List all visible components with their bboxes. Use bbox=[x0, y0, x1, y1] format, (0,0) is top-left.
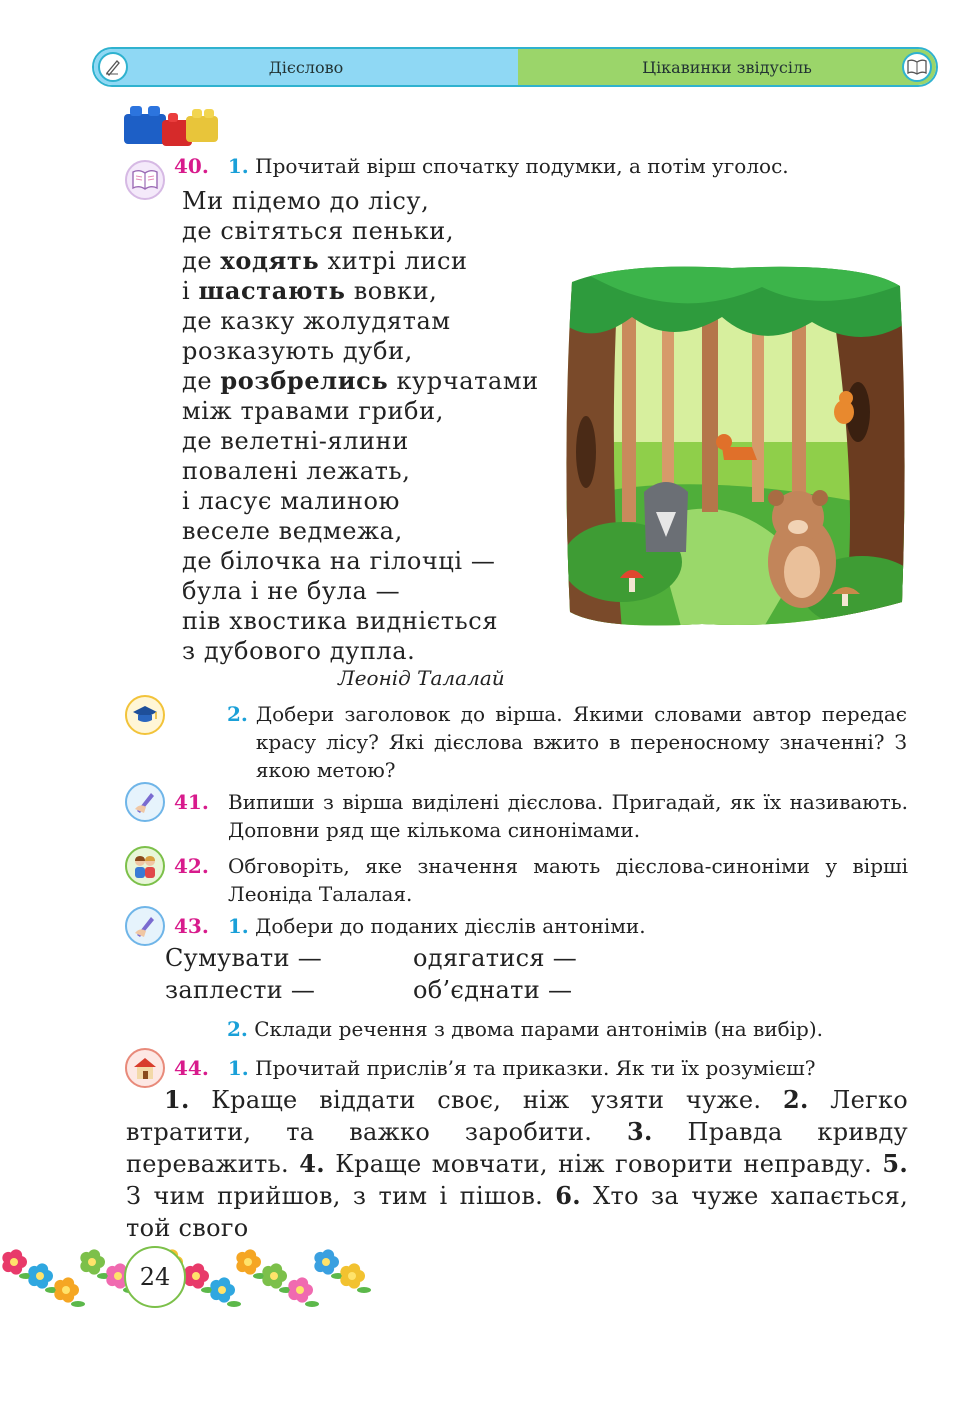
task-text: Обговоріть, яке значення мають дієслова-синоніми у вірші Леоніда Талалая. bbox=[228, 854, 908, 906]
task-number: 42. bbox=[174, 854, 209, 878]
subtask-text: Прочитай вірш спочатку подумки, а потім уголос. bbox=[255, 154, 789, 178]
poem-author: Леонід Талалай bbox=[338, 666, 505, 690]
task-text: Випиши з вірша виділені дієслова. Пригадай, як їх називають. Доповни ряд ще кількома синонімами. bbox=[228, 790, 908, 842]
flower-icon bbox=[262, 1263, 293, 1293]
flower-icon bbox=[54, 1277, 85, 1307]
task-number: 41. bbox=[174, 790, 209, 814]
header-right-title: Цікавинки звідусіль bbox=[642, 57, 812, 77]
task-number: 44. bbox=[174, 1056, 209, 1080]
poem-line: де казку жолудятам bbox=[182, 307, 451, 335]
antonym-word-4: об’єднати — bbox=[413, 976, 573, 1004]
task-43-instruction bbox=[174, 912, 908, 940]
proverb-text: Хто за чуже хапається, той свого bbox=[126, 1182, 909, 1242]
writing-hand-icon bbox=[125, 782, 165, 822]
poem-line: між травами гриби, bbox=[182, 397, 444, 425]
building-blocks-icon bbox=[124, 100, 222, 148]
open-book-icon bbox=[125, 160, 165, 200]
task-40-question-2 bbox=[227, 700, 907, 784]
proverb-text: Краще мовчати, ніж говорити неправду. bbox=[324, 1150, 883, 1178]
antonym-word-1: Сумувати — bbox=[165, 944, 322, 972]
subtask-number: 1. bbox=[227, 1056, 249, 1080]
poem-line: де ходять хитрі лиси bbox=[182, 246, 468, 275]
book-icon bbox=[902, 52, 932, 82]
proverb-text: Легко втратити, та важко заробити. bbox=[126, 1086, 908, 1146]
flower-icon bbox=[28, 1263, 59, 1293]
task-42 bbox=[174, 852, 908, 908]
flower-icon bbox=[236, 1249, 267, 1279]
graduation-cap-icon bbox=[125, 695, 165, 735]
task-number: 40. bbox=[174, 154, 209, 178]
subtask-number: 1. bbox=[227, 914, 249, 938]
poem-line: де розбрелись курчатами bbox=[182, 366, 539, 395]
poem-line: пів хвостика видніється bbox=[182, 607, 499, 635]
proverb-number: 5. bbox=[882, 1149, 908, 1178]
poem-line: веселе ведмежа, bbox=[182, 517, 403, 545]
antonym-word-2: одягатися — bbox=[413, 944, 578, 972]
house-icon bbox=[125, 1048, 165, 1088]
forest-illustration bbox=[562, 262, 908, 630]
proverb-number: 4. bbox=[299, 1149, 325, 1178]
proverb-number: 3. bbox=[627, 1117, 653, 1146]
task-41 bbox=[174, 788, 908, 844]
proverb-text: З чим прийшов, з тим і пішов. bbox=[126, 1182, 556, 1210]
flower-icon bbox=[2, 1249, 33, 1279]
task-number: 43. bbox=[174, 914, 209, 938]
subtask-number: 1. bbox=[227, 154, 249, 178]
poem-line: Ми підемо до лісу, bbox=[182, 187, 430, 215]
poem-line: була і не була — bbox=[182, 577, 401, 605]
children-icon bbox=[125, 846, 165, 886]
header-left-section bbox=[94, 49, 518, 85]
proverb-number: 2. bbox=[782, 1085, 809, 1114]
pen-icon bbox=[98, 52, 128, 82]
poem-line: розказують дуби, bbox=[182, 337, 413, 365]
subtask-number: 2. bbox=[227, 1017, 248, 1041]
antonym-word-3: заплести — bbox=[165, 976, 316, 1004]
poem-line: де світяться пеньки, bbox=[182, 217, 455, 245]
highlighted-verb: ходять bbox=[220, 246, 320, 275]
poem-line: де велетні-ялини bbox=[182, 427, 409, 455]
poem-line: і ласує малиною bbox=[182, 487, 401, 515]
task-43-question-2 bbox=[227, 1015, 917, 1043]
proverb-number: 6. bbox=[555, 1181, 581, 1210]
writing-hand-icon bbox=[125, 906, 165, 946]
poem bbox=[182, 186, 562, 666]
subtask-text: Склади речення з двома парами антонімів (на вибір). bbox=[254, 1017, 824, 1041]
poem-line: з дубового дупла. bbox=[182, 637, 416, 665]
flower-icon bbox=[210, 1277, 241, 1307]
subtask-text: Добери до поданих дієслів антоніми. bbox=[255, 914, 646, 938]
proverb-text: Краще віддати своє, ніж узяти чуже. bbox=[189, 1086, 783, 1114]
highlighted-verb: шастають bbox=[198, 276, 346, 305]
header-left-title: Дієслово bbox=[268, 57, 344, 77]
task-40-instruction bbox=[174, 152, 934, 180]
flower-decoration bbox=[0, 1236, 380, 1316]
poem-line: де білочка на гілочці — bbox=[182, 547, 496, 575]
poem-line: і шастають вовки, bbox=[182, 276, 438, 305]
subtask-text: Добери заголовок до вірша. Якими словами автор передає красу лісу? Які дієслова вжито в переносному значенні? З якою метою? bbox=[255, 702, 907, 782]
page-number: 24 bbox=[124, 1246, 186, 1308]
flower-icon bbox=[340, 1263, 371, 1293]
proverbs-paragraph bbox=[126, 1084, 908, 1244]
flower-icon bbox=[314, 1249, 345, 1279]
task-44-instruction bbox=[174, 1054, 908, 1082]
chapter-header bbox=[92, 47, 938, 87]
header-right-section bbox=[518, 49, 936, 85]
proverb-text: Правда кривду переважить. bbox=[126, 1118, 908, 1178]
subtask-text: Прочитай прислів’я та приказки. Як ти їх розумієш? bbox=[255, 1056, 816, 1080]
highlighted-verb: розбрелись bbox=[220, 366, 389, 395]
flower-icon bbox=[80, 1249, 111, 1279]
poem-line: повалені лежать, bbox=[182, 457, 411, 485]
flower-icon bbox=[288, 1277, 319, 1307]
flower-icon bbox=[184, 1263, 215, 1293]
subtask-number: 2. bbox=[227, 702, 248, 726]
proverb-number: 1. bbox=[164, 1085, 190, 1114]
